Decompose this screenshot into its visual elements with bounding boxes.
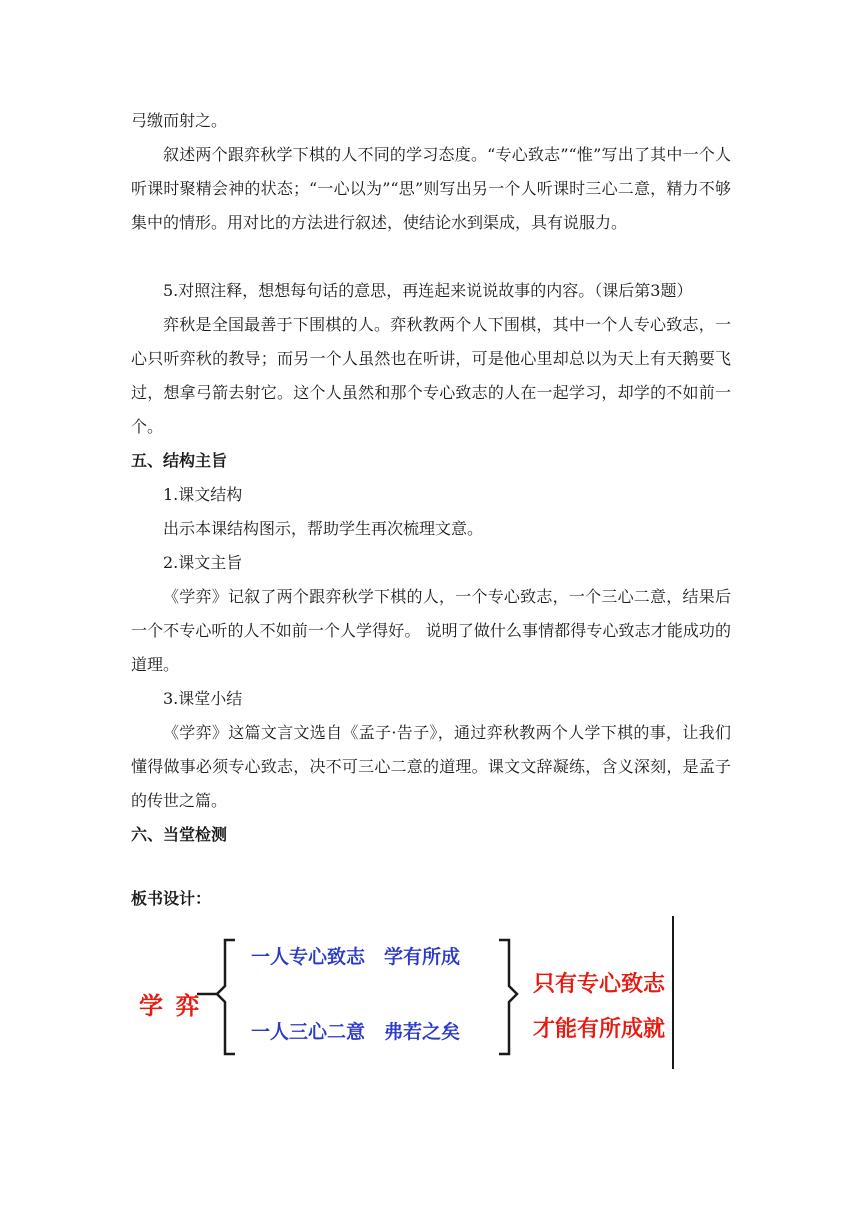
paragraph-summary: 《学弈》这篇文言文选自《孟子·告子》，通过弈秋教两个人学下棋的事，让我们懂得做事必须专心致志，决不可三心二意的道理。课文文辞凝练，含义深刻，是孟子的传世之篇。 <box>131 723 731 810</box>
paragraph-continuation: 弓缴而射之。 <box>131 111 228 130</box>
subheading-theme: 2.课文主旨 <box>163 553 243 572</box>
question-5: 5.对照注释，想想每句话的意思，再连起来说说故事的内容。（课后第3题） <box>163 281 693 300</box>
board-design-label: 板书设计： <box>131 889 212 908</box>
paragraph-theme: 《学弈》记叙了两个跟弈秋学下棋的人，一个专心致志，一个三心二意，结果后一个不专心听的人不如前一个人学得好。 说明了做什么事情都得专心致志才能成功的道理。 <box>131 587 731 674</box>
board-title: 学 弈 <box>139 992 202 1020</box>
paragraph-structure: 出示本课结构图示，帮助学生再次梳理文意。 <box>163 519 484 538</box>
board-conclusion-line1: 只有专心致志 <box>533 972 666 997</box>
left-brace-icon <box>217 940 235 1054</box>
paragraph-analysis: 叙述两个跟弈秋学下棋的人不同的学习态度。“专心致志”“惟”写出了其中一个人听课时聚精会神的状态；“一心以为”“思”则写出另一个人听课时三心二意，精力不够集中的情形。用对比的方法进行叙述，使结论水到渠成，具有说服力。 <box>131 145 731 232</box>
paragraph-story: 弈秋是全国最善于下围棋的人。弈秋教两个人下围棋，其中一个人专心致志，一心只听弈秋的教导；而另一个人虽然也在听讲，可是他心里却总以为天上有天鹅要飞过，想拿弓箭去射它。这个人虽然和那个专心致志的人在一起学习，却学的不如前一个。 <box>131 315 731 436</box>
right-brace-icon <box>499 940 517 1054</box>
board-conclusion-line2: 才能有所成就 <box>533 1017 666 1042</box>
board-design-figure <box>131 916 674 1069</box>
section-heading-test: 六、当堂检测 <box>131 825 228 844</box>
image-edge-divider <box>672 916 674 1069</box>
subheading-summary: 3.课堂小结 <box>163 689 243 708</box>
subheading-structure: 1.课文结构 <box>163 485 243 504</box>
board-row-focused: 一人专心致志 学有所成 <box>251 946 461 968</box>
section-heading-structure: 五、结构主旨 <box>131 451 228 470</box>
board-row-distracted: 一人三心二意 弗若之矣 <box>251 1021 461 1043</box>
